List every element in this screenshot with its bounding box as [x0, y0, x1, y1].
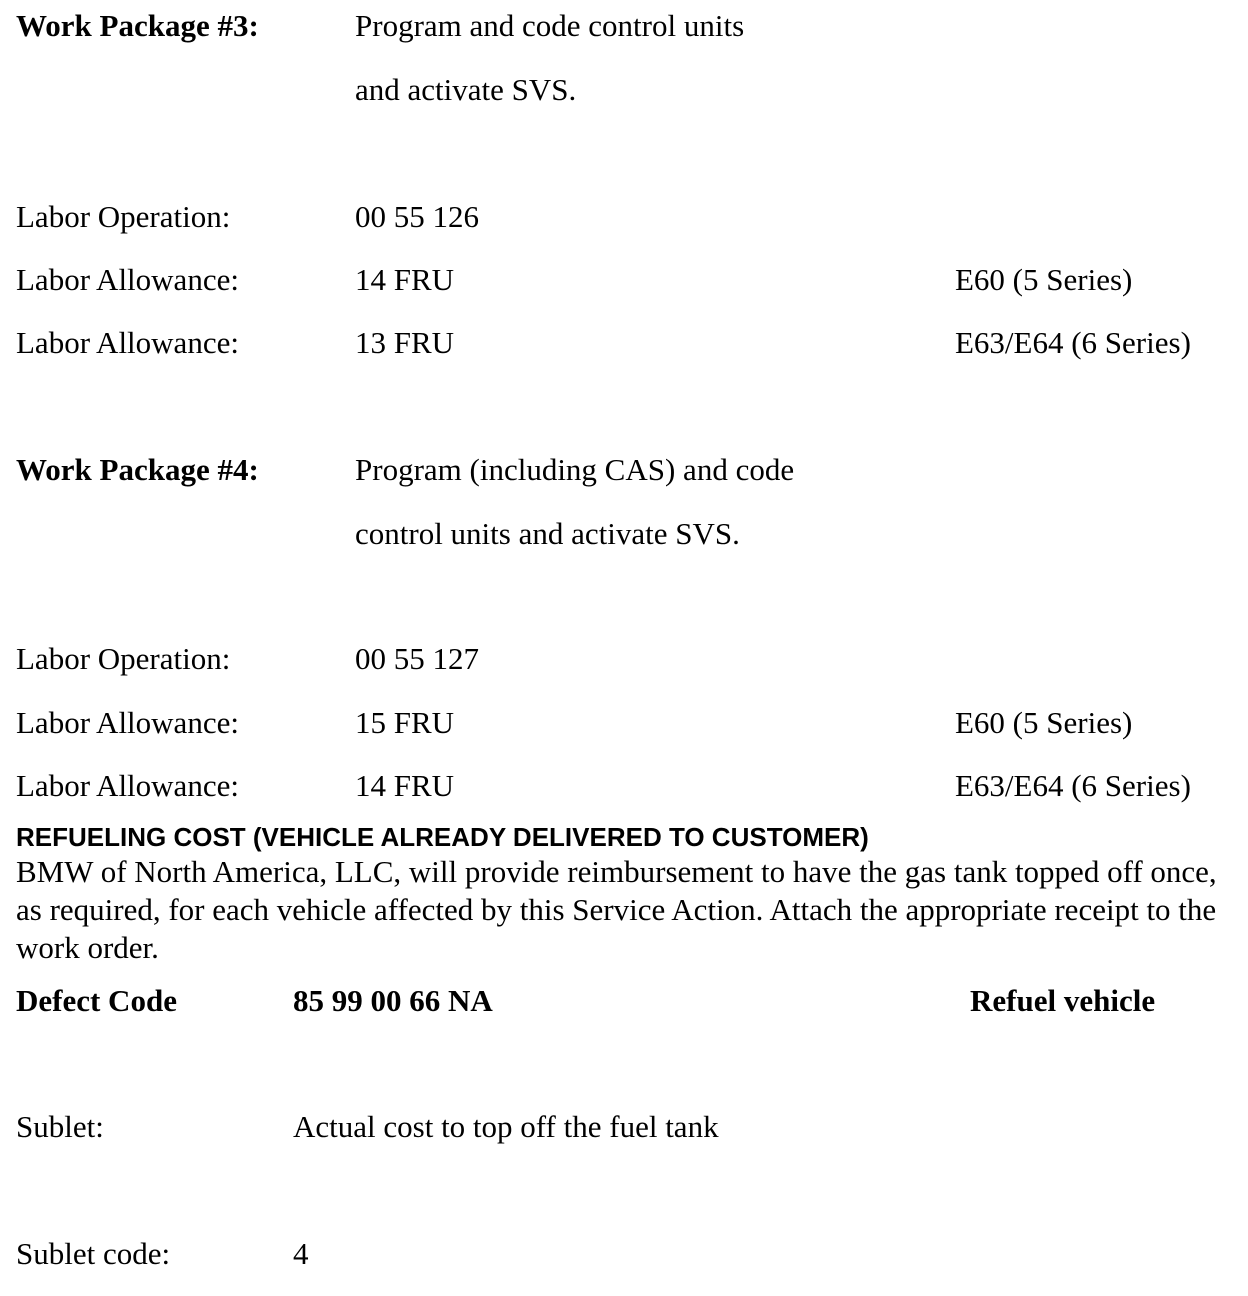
wp3-allowance-label-2: Labor Allowance:	[16, 325, 239, 360]
wp4-allowance-value-1: 15 FRU	[355, 705, 455, 740]
sublet-code-label: Sublet code:	[16, 1236, 171, 1271]
refueling-paragraph: BMW of North America, LLC, will provide reimbursement to have the gas tank topped off once, as required, for each vehicle affected by this Service Action. Attach the appropriate receipt to the work order.	[16, 854, 1217, 965]
wp4-allowance-model-2: E63/E64 (6 Series)	[955, 768, 1191, 803]
defect-code-value: 85 99 00 66 NA	[293, 983, 493, 1018]
wp3-allowance-model-2: E63/E64 (6 Series)	[955, 325, 1191, 360]
sublet-label: Sublet:	[16, 1109, 104, 1144]
wp4-allowance-label-2: Labor Allowance:	[16, 768, 239, 803]
wp4-label: Work Package #4:	[16, 452, 259, 487]
wp4-labor-operation-value: 00 55 127	[355, 641, 479, 676]
wp3-labor-operation-label: Labor Operation:	[16, 199, 231, 234]
wp4-allowance-label-1: Labor Allowance:	[16, 705, 239, 740]
sublet-code-value: 4	[293, 1236, 309, 1271]
wp4-allowance-model-1: E60 (5 Series)	[955, 705, 1133, 740]
wp3-allowance-value-2: 13 FRU	[355, 325, 455, 360]
wp3-allowance-label-1: Labor Allowance:	[16, 262, 239, 297]
wp4-desc-line1: Program (including CAS) and code	[355, 452, 795, 487]
refueling-heading: REFUELING COST (VEHICLE ALREADY DELIVERED TO CUSTOMER)	[16, 822, 869, 852]
wp4-desc-line2: control units and activate SVS.	[355, 516, 740, 551]
wp4-labor-operation-label: Labor Operation:	[16, 641, 231, 676]
wp3-desc-line2: and activate SVS.	[355, 72, 577, 107]
defect-code-desc: Refuel vehicle	[970, 983, 1156, 1018]
wp3-desc-line1: Program and code control units	[355, 8, 745, 43]
defect-code-label: Defect Code	[16, 983, 177, 1018]
sublet-value: Actual cost to top off the fuel tank	[293, 1109, 719, 1144]
wp3-allowance-value-1: 14 FRU	[355, 262, 455, 297]
wp3-label: Work Package #3:	[16, 8, 259, 43]
wp3-labor-operation-value: 00 55 126	[355, 199, 479, 234]
wp4-allowance-value-2: 14 FRU	[355, 768, 455, 803]
wp3-allowance-model-1: E60 (5 Series)	[955, 262, 1133, 297]
